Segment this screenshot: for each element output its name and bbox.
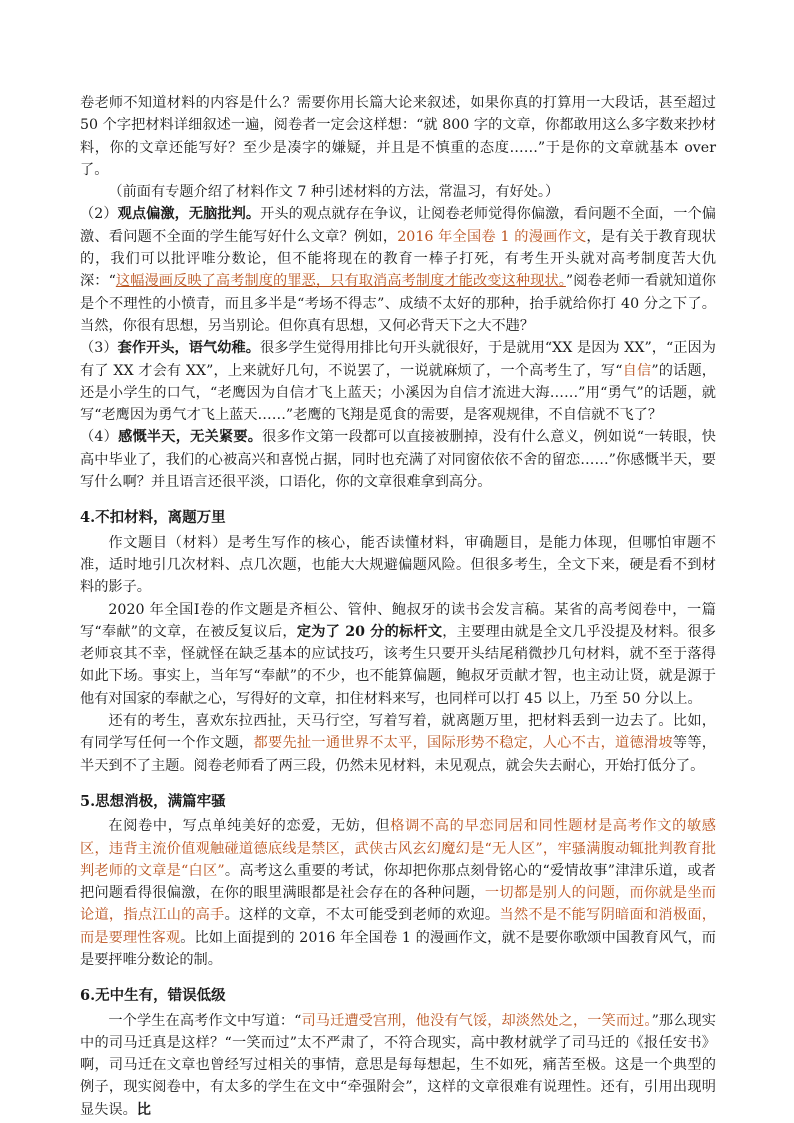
text-segment: 6.无中生有，错误低级 [80, 987, 226, 1005]
text-segment: 等等，半天到不了主题。阅卷老师看了两三段，仍然未见材料，未见观点，就会失去耐心，开始打低分了。 [80, 735, 716, 774]
text-segment: 卷老师不知道材料的内容是什么？需要你用长篇大论来叙述，如果你真的打算用一大段话，甚至超过 50 个字把材料详细叙述一遍，阅卷者一定会这样想：“就 800 字的文章，你都敢用这么多字数来抄材料，你的文章还能写好？至少是凑字的嫌疑，并且是不慎重的态度……”于是你的文章就基本 over 了。 [80, 95, 716, 178]
highlighted-text: 自信 [622, 362, 652, 379]
text-segment: ，是有关于教育现状的，我们可以批评唯分数论，但不能将现在的教育一棒子打死，有考生开头就对高考制度苦大仇深：“ [80, 228, 716, 290]
bold-text: 比 [136, 1101, 151, 1118]
text-segment: 一个学生在高考作文中写道：“ [108, 1012, 302, 1029]
section-heading [80, 507, 716, 529]
text-segment: ，主要理由就是全文几乎没提及材料。很多老师哀其不幸，怪就怪在缺乏基本的应试技巧，该考生只要开头结尾稍微抄几句材料，就不至于落得如此下场。事实上，当年写“奉献”的不少，也不能算偏题，鲍叔牙贡献才智，也主动让贤，就是源于他有对国家的奉献之心，写得好的文章，扣住材料来写，也同样可以打 45 以上，乃至 50 分以上。 [80, 623, 716, 707]
text-segment: （4） [80, 429, 119, 446]
document-page [80, 92, 716, 1121]
highlighted-text: 格调不高的早恋同居和同性题材是高考作文的敏感区，违背主流价值观触碰道德底线是禁区，武侠古风玄幻魔幻是“无人区”，牢骚满腹动辄批判教育批判老师的文章是“白区” [80, 818, 716, 879]
text-segment: 很多作文第一段都可以直接被删掉，没有什么意义，例如说“一转眼，快高中毕业了，我们的心被高兴和喜悦占据，同时也充满了对同窗依依不舍的留恋……”你感慨半天，要写什么啊？并且语言还很平淡，口语化，你的文章很难拿到高分。 [80, 429, 716, 491]
body-paragraph [80, 337, 716, 426]
text-segment: 还有的考生，喜欢东拉西扯，天马行空，写着写着，就离题万里，把材料丢到一边去了。比如，有同学写任何一个作文题， [80, 713, 716, 752]
bold-text: 定为了 20 分的标杆文 [296, 623, 443, 640]
text-segment: 很多学生觉得用排比句开头就很好，于是就用“XX 是因为 XX”，“正因为有了 XX 才会有 XX”，上来就好几句，不说罢了，一说就麻烦了，一个高考生了，写“ [80, 340, 716, 379]
bold-text: 观点偏激，无脑批判。 [117, 206, 261, 223]
text-segment: 在阅卷中，写点单纯美好的恋爱，无妨，但 [108, 818, 391, 835]
body-paragraph [80, 203, 716, 337]
section-heading [80, 791, 716, 813]
body-paragraph [80, 1010, 716, 1121]
text-segment: ”阅卷老师一看就知道你是个不理性的小愤青，而且多半是“考场不得志”、成绩不太好的那种，抬手就给你打 40 分之下了。当然，你很有思想，另当别论。但你真有思想，又何必背天下之大不韪？ [80, 273, 716, 334]
text-segment: 作文题目（材料）是考生写作的核心，能否读懂材料，审确题目，是能力体现，但哪怕审题不准，适时地引几次材料、点几次题，也能大大规避偏题风险。但很多考生，全文下来，硬是看不到材料的影子。 [80, 534, 716, 596]
highlighted-text: 都要先扯一通世界不太平，国际形势不稳定，人心不古，道德滑坡 [253, 735, 673, 752]
highlighted-text: 当然不是不能写阴暗面和消极面，而是要理性客观 [80, 907, 716, 946]
highlighted-text: 一切都是别人的问题，而你就是坐而论道，指点江山的高手 [80, 885, 716, 924]
text-segment: ”的话题，还是小学生的口气，“老鹰因为自信才飞上蓝天；小溪因为自信才流进大海……”用“勇气”的话题，就写“老鹰因为勇气才飞上蓝天……”老鹰的飞翔是觅食的需要，是客观规律，不自信就不飞了？ [80, 362, 716, 424]
text-segment: 开头的观点就存在争议，让阅卷老师觉得你偏激，看问题不全面，一个偏激、看问题不全面的学生能写好什么文章？例如， [80, 206, 716, 245]
highlighted-text: 司马迁遭受宫刑，他没有气馁，却淡然处之，一笑而过。 [301, 1012, 652, 1029]
body-paragraph [80, 426, 716, 493]
body-paragraph [80, 599, 716, 710]
text-segment: 。这样的文章，不太可能受到老师的欢迎。 [224, 907, 500, 924]
section-heading [80, 985, 716, 1007]
body-paragraph [80, 710, 716, 777]
text-segment: 。高考这么重要的考试，你却把你那点刻骨铭心的“爱情故事”津津乐道，或者把问题看得很偏激，在你的眼里满眼都是社会存在的各种问题， [80, 862, 716, 902]
text-segment: （前面有专题介绍了材料作文 7 种引述材料的方法，常温习，有好处。） [108, 184, 560, 201]
text-segment: 。比如上面提到的 2016 年全国卷 1 的漫画作文，就不是要你歌颂中国教育风气，而是要抨唯分数论的制。 [80, 929, 716, 968]
text-segment: 2020 年全国Ⅰ卷的作文题是齐桓公、管仲、鲍叔牙的读书会发言稿。某省的高考阅卷中，一篇写“奉献”的文章，在被反复议后， [80, 601, 716, 640]
text-segment: 4.不扣材料，离题万里 [80, 509, 226, 527]
bold-text: 感慨半天，无关紧要。 [118, 429, 263, 446]
body-paragraph [80, 181, 716, 203]
body-paragraph [80, 532, 716, 599]
highlighted-text: 这幅漫画反映了高考制度的罪恶，只有取消高考制度才能改变这种现状。 [115, 273, 566, 290]
bold-text: 套作开头，语气幼稚。 [117, 340, 261, 357]
text-segment: 5.思想消极，满篇牢骚 [80, 792, 226, 810]
text-segment: ”那么现实中的司马迁真是这样？“一笑而过”太不严肃了，不符合现实，高中教材就学了司马迁的《报任安书》啊，司马迁在文章也曾经写过相关的事情，意思是每每想起，生不如死，痛苦至极。这是一个典型的例子，现实阅卷中，有太多的学生在文中“牵强附会”，这样的文章很难有说理性。还有，引用出现明显失误。 [80, 1012, 716, 1118]
body-paragraph [80, 92, 716, 181]
highlighted-text: 2016 年全国卷 1 的漫画作文 [397, 228, 587, 245]
text-segment: （3） [80, 340, 118, 357]
body-paragraph [80, 815, 716, 971]
text-segment: （2） [80, 206, 118, 223]
